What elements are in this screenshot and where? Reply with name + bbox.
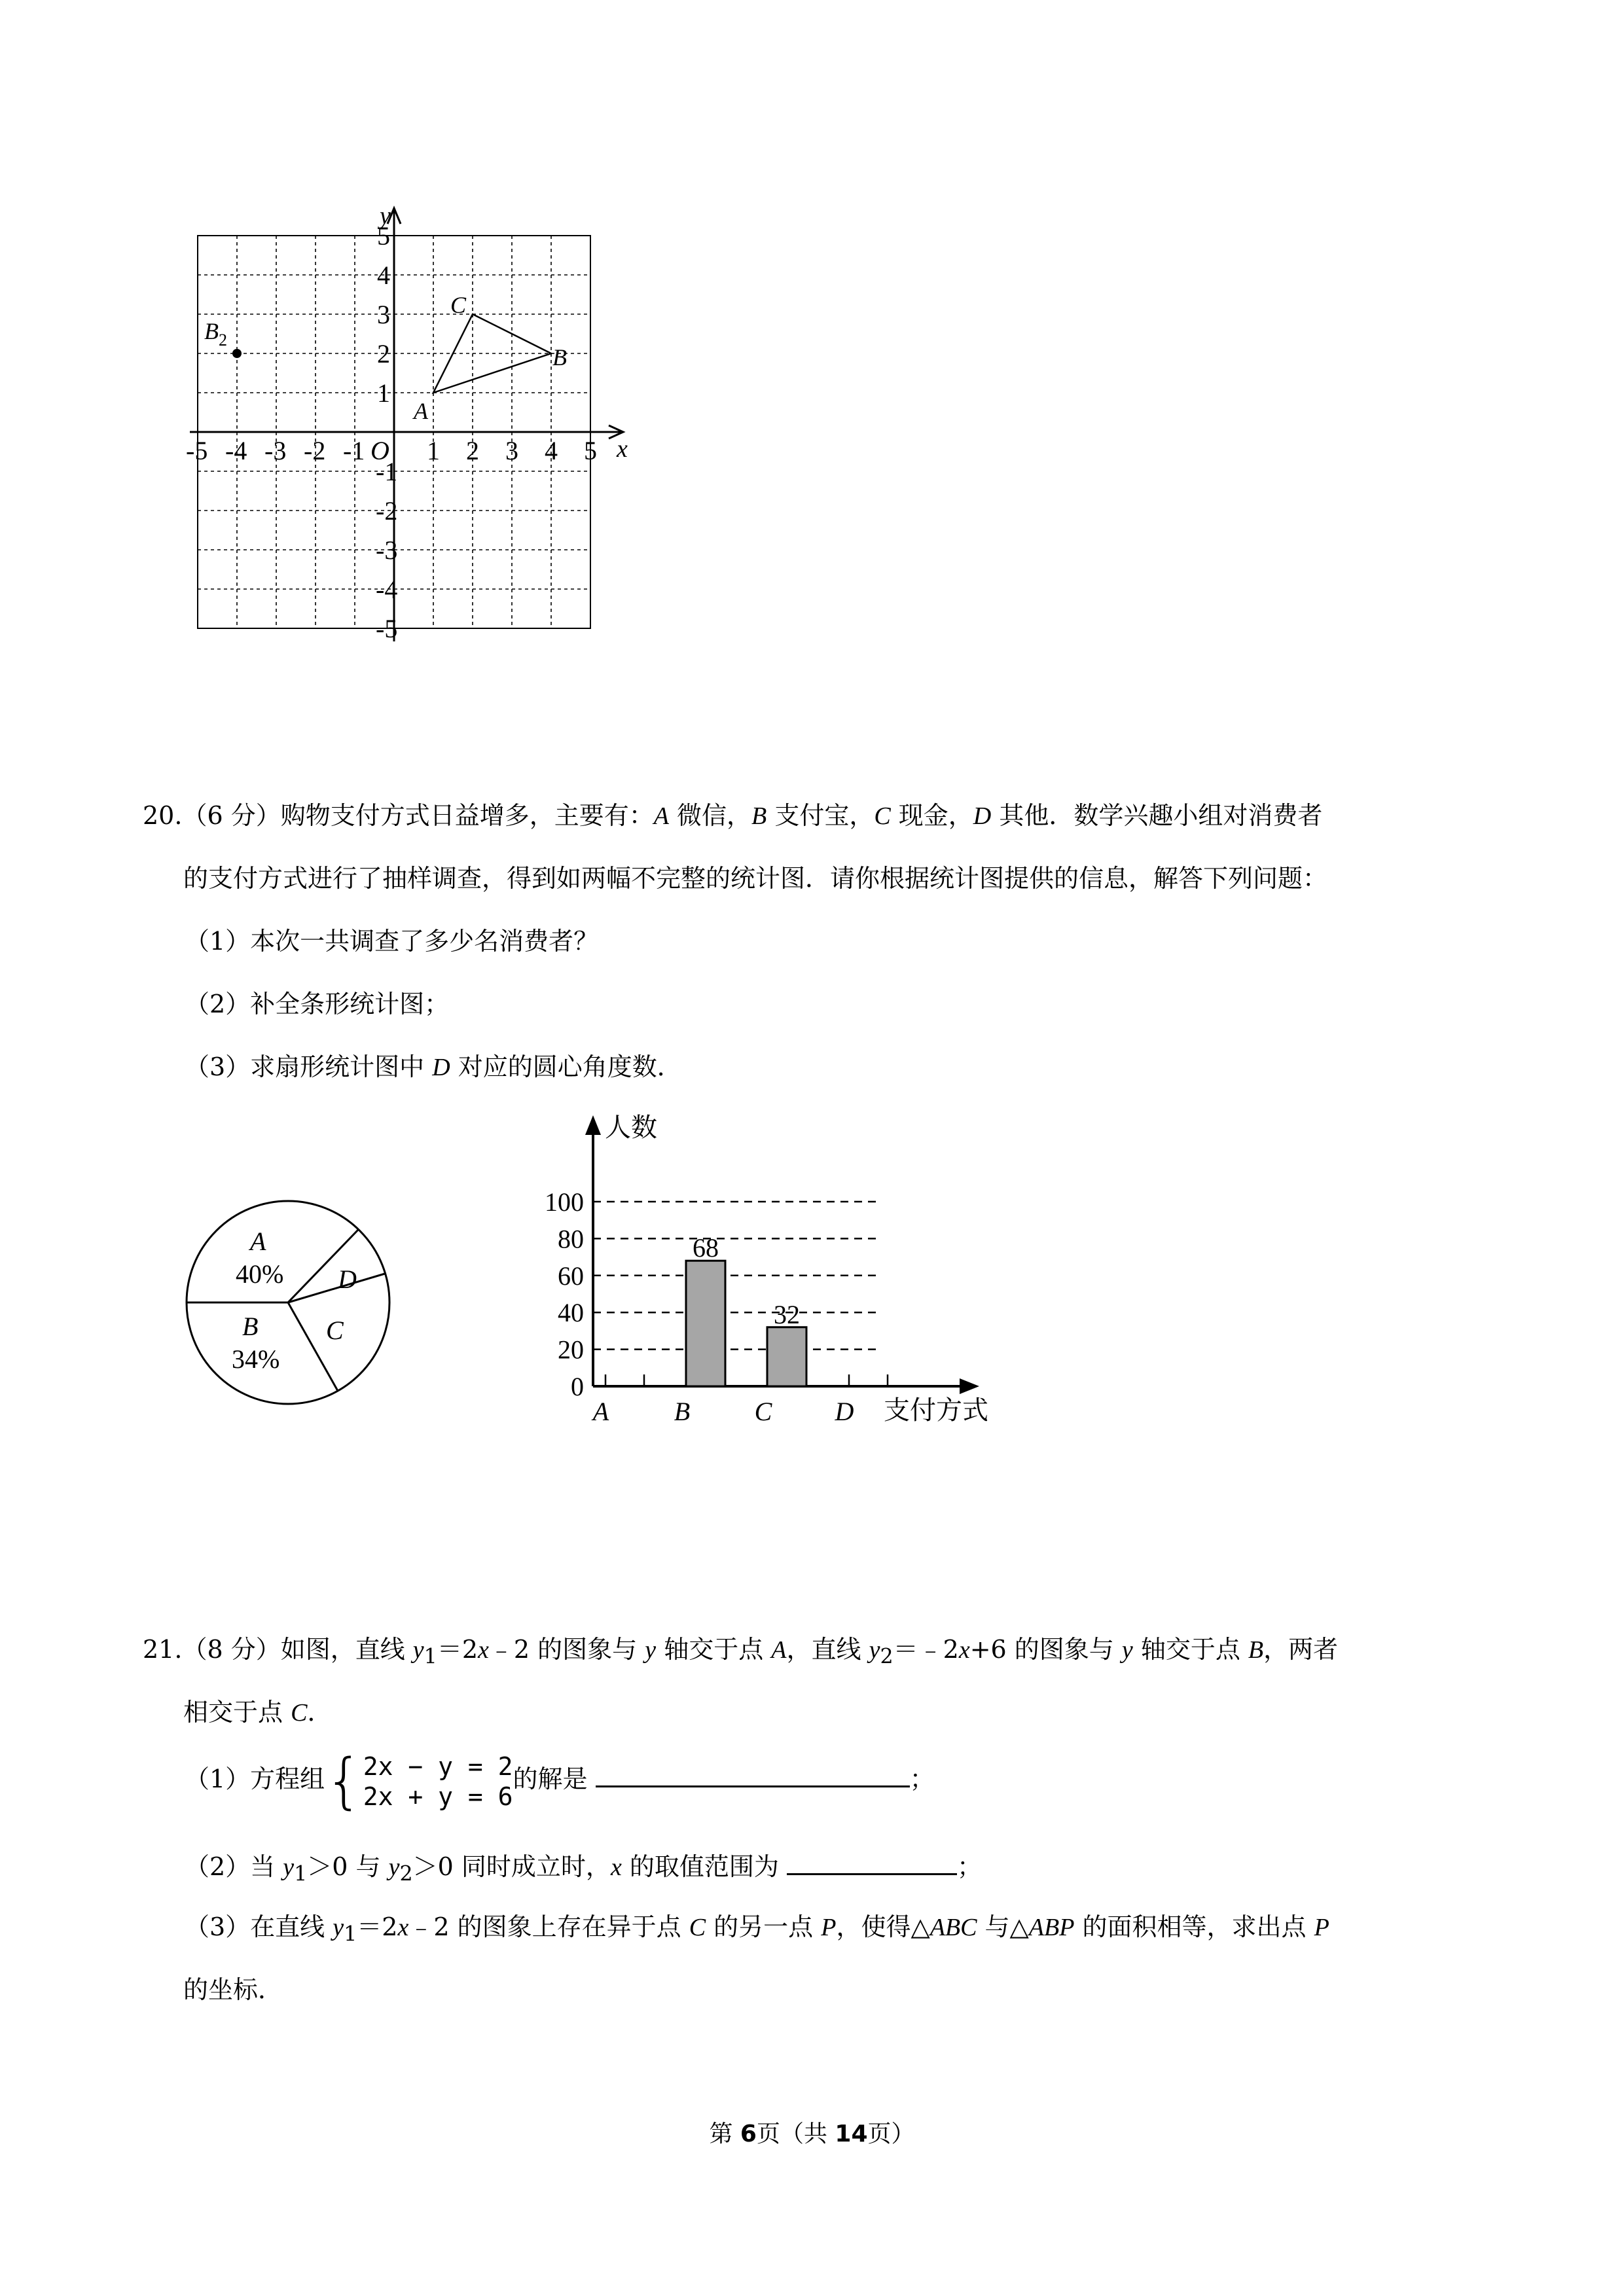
x-tick-label: 5 — [584, 436, 597, 465]
bar-y-tick-label: 80 — [558, 1224, 584, 1254]
point-c-label: C — [450, 292, 467, 318]
bar-marks — [591, 1233, 888, 1426]
y-tick-label: -5 — [376, 614, 398, 643]
y-axis-label: y — [380, 202, 391, 230]
q20-sub1: （1）本次一共调查了多少名消费者？ — [185, 927, 599, 956]
bar-y-tick-label: 60 — [558, 1261, 584, 1291]
point-b-label: B — [552, 344, 567, 370]
point-b2 — [232, 349, 242, 358]
answer-blank-1[interactable] — [596, 1762, 910, 1787]
bar-y-label: 人数 — [605, 1113, 657, 1142]
q20-line1: 20.（6 分）购物支付方式日益增多，主要有：A 微信，B 支付宝，C 现金，D 其他．数学兴趣小组对消费者 — [143, 801, 1323, 830]
coordinate-grid-figure — [177, 190, 635, 661]
q21-line1: 21.（8 分）如图，直线 $y_1=2x﹣2$ 的图象与 y 轴交于点 A，直线 $y_2=﹣2x+6$ 的图象与 y 轴交于点 B，两者 — [143, 1635, 1339, 1669]
bar-x-arrow — [960, 1378, 979, 1394]
bar-category-label-C: C — [754, 1397, 772, 1426]
q21-part3-line2: 的坐标． — [183, 1975, 283, 2004]
bar-value-label-C: 32 — [774, 1299, 800, 1329]
bar-B — [686, 1261, 725, 1386]
bar-y-arrow — [585, 1115, 601, 1135]
pie-chart — [177, 1191, 399, 1414]
q21-part3: （3）在直线 $y_1=2x﹣2$ 的图象上存在异于点 C 的另一点 P，使得△ABC 与△ABP 的面积相等，求出点 P — [185, 1912, 1329, 1946]
pie-label-d: D — [338, 1265, 357, 1294]
y-tick-label: 5 — [377, 221, 390, 251]
y-tick-label: -1 — [376, 457, 398, 486]
bar-x-label: 支付方式 — [884, 1395, 988, 1425]
bar-category-label-A: A — [592, 1397, 609, 1426]
y-tick-label: 1 — [377, 378, 390, 408]
point-a-label: A — [414, 398, 428, 424]
y-tick-label: 2 — [377, 339, 390, 368]
pie-percent-a: 40% — [236, 1259, 284, 1289]
bar-category-label-D: D — [835, 1397, 854, 1426]
y-tick-label: -3 — [376, 535, 398, 565]
x-tick-label: 1 — [427, 436, 440, 465]
q20-number: 20. — [143, 801, 183, 830]
q21-part1: （1）方程组{2x − y = 2 2x + y = 6的解是 ； — [185, 1746, 935, 1816]
x-axis-label: x — [617, 435, 628, 463]
x-tick-label: -4 — [225, 436, 247, 465]
q20-score: （6 分） — [182, 801, 281, 830]
bar-y-tick-label: 40 — [558, 1298, 584, 1328]
system-brace: { — [325, 1746, 363, 1816]
equation-system: 2x − y = 2 2x + y = 6 — [363, 1751, 513, 1811]
x-tick-label: -3 — [264, 436, 287, 465]
x-tick-label: 4 — [545, 436, 558, 465]
x-tick-label: -5 — [186, 436, 208, 465]
bar-y-tick-label: 0 — [571, 1372, 584, 1401]
q21-line2: 相交于点 C． — [183, 1698, 333, 1727]
x-tick-label: 3 — [505, 436, 518, 465]
pie-percent-b: 34% — [232, 1344, 280, 1374]
q20-line2: 的支付方式进行了抽样调查，得到如两幅不完整的统计图．请你根据统计图提供的信息，解答下列问题： — [183, 864, 1328, 893]
bar-y-tick-label: 100 — [545, 1187, 584, 1217]
pie-label-b: B — [242, 1312, 259, 1341]
x-tick-label: 2 — [466, 436, 479, 465]
q20-sub3: （3）求扇形统计图中 D 对应的圆心角度数． — [185, 1052, 682, 1081]
bar-y-tick-labels — [545, 1187, 584, 1401]
bar-value-label-B: 68 — [693, 1233, 719, 1263]
answer-blank-2[interactable] — [787, 1850, 957, 1875]
q21-number: 21. — [143, 1635, 183, 1664]
y-tick-label: 3 — [377, 300, 390, 329]
q20-sub2: （2）补全条形统计图； — [185, 990, 450, 1018]
point-b2-label: $B_2$ — [204, 318, 227, 350]
bar-category-label-B: B — [674, 1397, 691, 1426]
bar-y-tick-label: 20 — [558, 1335, 584, 1365]
bar-C — [767, 1327, 806, 1386]
x-tick-label: -1 — [343, 436, 365, 465]
x-tick-label: -2 — [304, 436, 326, 465]
y-tick-label: -2 — [376, 496, 398, 526]
bar-chart-gridlines — [593, 1202, 877, 1350]
pie-label-c: C — [326, 1316, 344, 1345]
origin-label: O — [370, 436, 389, 465]
y-tick-label: 4 — [377, 260, 390, 290]
q21-part2: （2）当 $y_1>0$ 与 $y_2>0$ 同时成立时，x 的取值范围为 ； — [185, 1850, 982, 1890]
y-tick-label: -4 — [376, 575, 398, 604]
bar-chart — [524, 1106, 1021, 1446]
pie-label-a: A — [250, 1227, 266, 1256]
page-footer: 第 6页（共 14页） — [709, 2121, 915, 2147]
q21-score: （8 分） — [182, 1635, 281, 1664]
